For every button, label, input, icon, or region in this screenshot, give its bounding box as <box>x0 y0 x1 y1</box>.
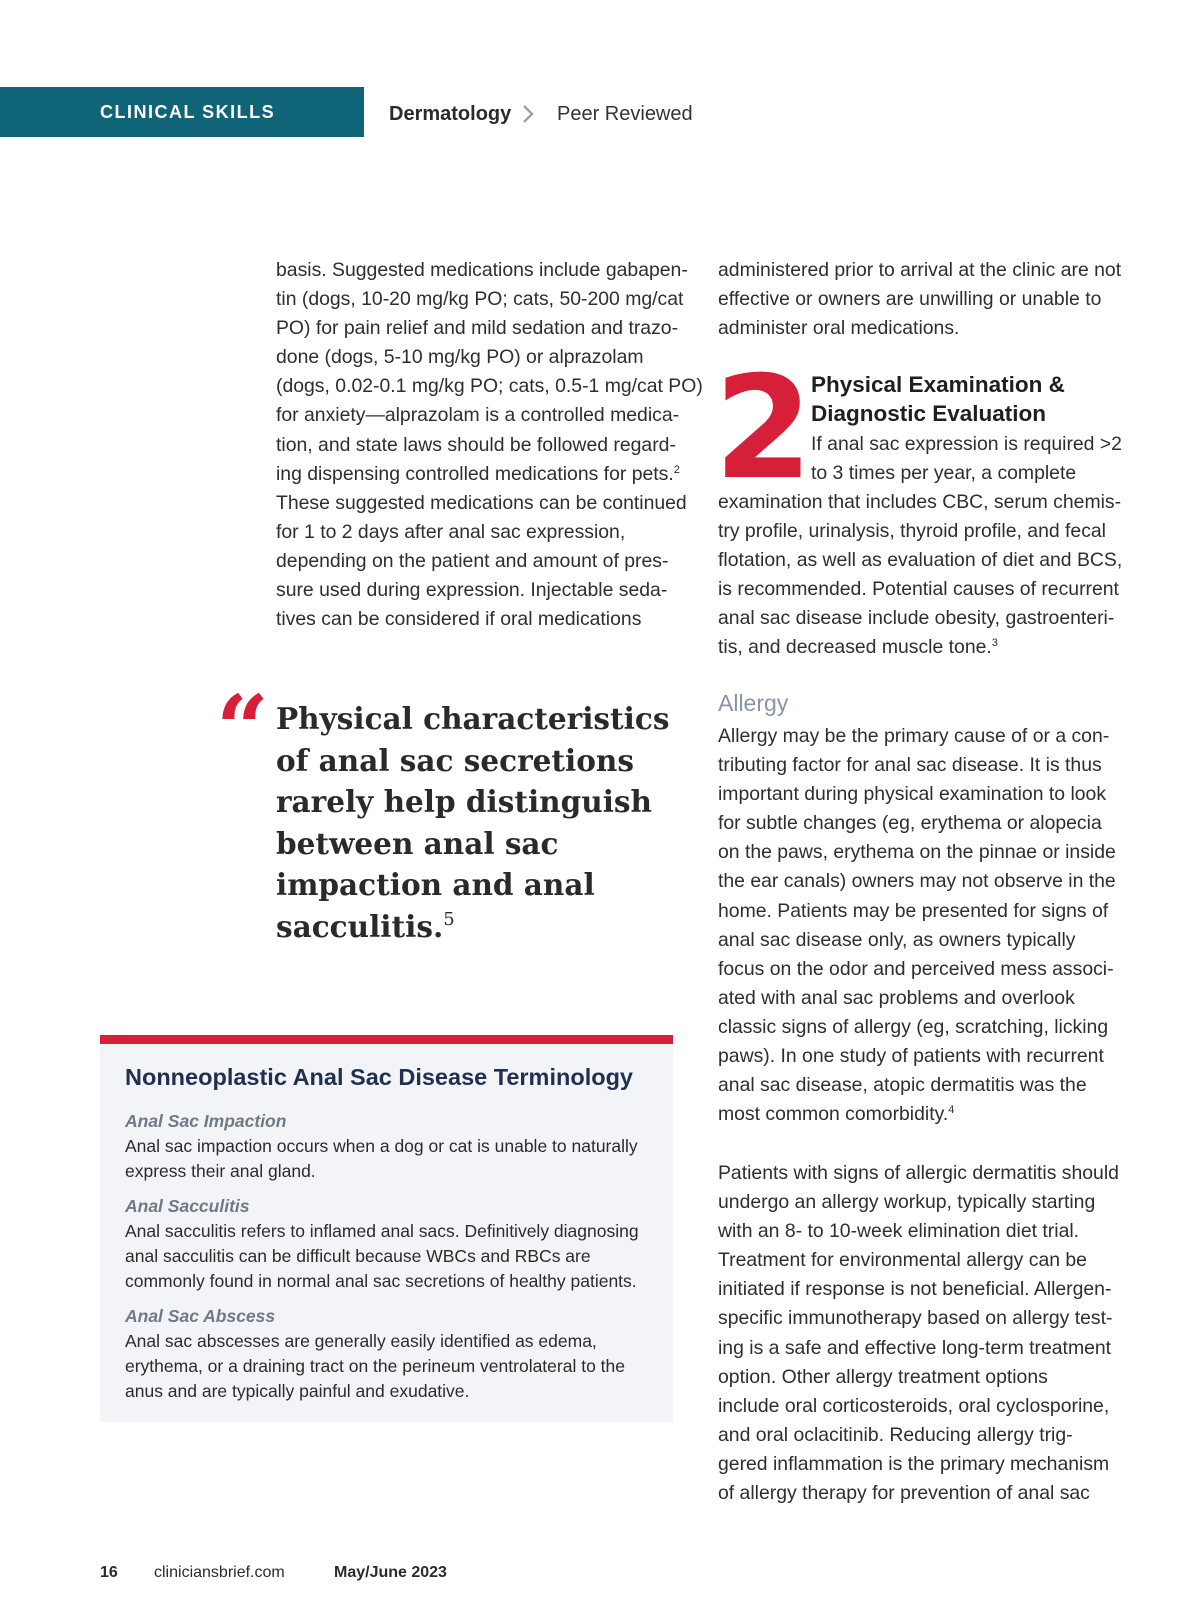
term-anal-sac-abscess <box>125 1304 665 1404</box>
text-line: paws). In one study of patients with recurrent <box>718 1045 1104 1068</box>
term-text-line: Anal sac abscesses are generally easily identified as edema, <box>125 1331 597 1351</box>
term-text-line: Anal sacculitis refers to inflamed anal sacs. Definitively diagnosing <box>125 1221 639 1241</box>
text-line: try profile, urinalysis, thyroid profile, and fecal <box>718 520 1106 543</box>
quote-line: sacculitis. <box>276 908 444 944</box>
text-line: undergo an allergy workup, typically starting <box>718 1191 1096 1214</box>
right-column-intro <box>718 256 1138 343</box>
section-label: CLINICAL SKILLS <box>100 101 276 122</box>
text-line: depending on the patient and amount of pres- <box>276 549 669 572</box>
site-link[interactable]: cliniciansbrief.com <box>154 1564 285 1581</box>
section-number: 2 <box>714 346 809 511</box>
term-text-line: commonly found in normal anal sac secretions of healthy patients. <box>125 1271 637 1291</box>
text-line: Patients with signs of allergic dermatitis should <box>718 1162 1119 1184</box>
text-line: effective or owners are unwilling or unable to <box>718 288 1102 311</box>
text-line: ated with anal sac problems and overlook <box>718 986 1075 1009</box>
issue-date: May/June 2023 <box>334 1564 447 1581</box>
quote-line: Physical characteristics <box>276 701 670 736</box>
text-line: the ear canals) owners may not observe in the <box>718 870 1116 893</box>
text-line: to 3 times per year, a complete <box>811 462 1077 485</box>
text-line: These suggested medications can be continued <box>276 491 687 514</box>
quote-mark-icon: “ <box>216 675 269 783</box>
text-line: for subtle changes (eg, erythema or alopecia <box>718 812 1102 835</box>
text-line: tis, and decreased muscle tone. <box>718 636 992 659</box>
treatment-text <box>718 1159 1138 1508</box>
text-line: flotation, as well as evaluation of diet and BCS, <box>718 549 1123 572</box>
term-label: Anal Sac Abscess <box>125 1306 276 1326</box>
text-line: for 1 to 2 days after anal sac expression, <box>276 520 626 543</box>
text-line: administered prior to arrival at the clinic are not <box>718 259 1122 281</box>
text-line: ing dispensing controlled medications for pets. <box>276 462 674 485</box>
term-text-line: anal sacculitis can be difficult because WBCs and RBCs are <box>125 1246 591 1266</box>
term-text-line: erythema, or a draining tract on the perineum ventrolateral to the <box>125 1356 625 1376</box>
term-label: Anal Sacculitis <box>125 1196 250 1216</box>
text-line-with-citation <box>718 1100 1138 1129</box>
terminology-box-title: Nonneoplastic Anal Sac Disease Terminology <box>125 1064 634 1090</box>
text-line: for anxiety—alprazolam is a controlled medica- <box>276 404 680 427</box>
citation-3: 3 <box>991 637 998 650</box>
heading-line: Diagnostic Evaluation <box>811 401 1047 426</box>
breadcrumb-peer-reviewed[interactable]: Peer Reviewed <box>557 103 693 125</box>
text-line: Allergy may be the primary cause of or a con- <box>718 725 1110 747</box>
text-line: PO) for pain relief and mild sedation and trazo- <box>276 317 679 340</box>
term-text-line: anus and are typically painful and exudative. <box>125 1381 470 1401</box>
text-line: home. Patients may be presented for signs of <box>718 899 1109 922</box>
text-line: of allergy therapy for prevention of anal sac <box>718 1482 1090 1505</box>
heading-line: Physical Examination & <box>811 372 1065 397</box>
text-line: anal sac disease only, as owners typically <box>718 928 1076 951</box>
text-line: basis. Suggested medications include gabapen- <box>276 259 688 281</box>
quote-line-with-citation <box>276 906 676 948</box>
box-accent-rule <box>100 1035 673 1044</box>
text-line: and oral oclacitinib. Reducing allergy trig- <box>718 1423 1073 1446</box>
text-line-with-citation <box>718 633 1138 662</box>
section-band <box>0 87 364 137</box>
term-anal-sac-impaction <box>125 1109 665 1184</box>
quote-line: between anal sac <box>276 825 559 861</box>
section-heading <box>811 370 1065 428</box>
quote-line: impaction and anal <box>276 867 595 903</box>
text-line: Treatment for environmental allergy can be <box>718 1249 1087 1272</box>
quote-line: rarely help distinguish <box>276 784 652 820</box>
term-text-line: Anal sac impaction occurs when a dog or cat is unable to naturally <box>125 1136 638 1156</box>
page-number: 16 <box>100 1564 118 1581</box>
text-line: anal sac disease, atopic dermatitis was the <box>718 1074 1087 1097</box>
text-line: (dogs, 0.02-0.1 mg/kg PO; cats, 0.5-1 mg/cat PO) <box>276 375 703 398</box>
breadcrumb-dermatology[interactable]: Dermatology <box>389 103 512 125</box>
text-line: tives can be considered if oral medications <box>276 608 642 631</box>
text-line: tributing factor for anal sac disease. It is thus <box>718 754 1102 777</box>
text-line: tion, and state laws should be followed regard- <box>276 433 676 456</box>
text-line: If anal sac expression is required >2 <box>811 433 1122 455</box>
pull-quote <box>276 698 676 948</box>
citation-5: 5 <box>443 908 455 930</box>
text-line: administer oral medications. <box>718 317 960 340</box>
citation-4: 4 <box>948 1104 955 1117</box>
term-label: Anal Sac Impaction <box>125 1111 287 1131</box>
text-line: anal sac disease include obesity, gastroenteri- <box>718 607 1115 630</box>
allergy-subhead: Allergy <box>718 690 789 716</box>
text-line: include oral corticosteroids, oral cyclosporine, <box>718 1394 1110 1417</box>
text-line: sure used during expression. Injectable seda- <box>276 579 668 602</box>
term-text-line: express their anal gland. <box>125 1161 316 1181</box>
text-line-with-citation <box>276 460 696 489</box>
text-line: on the paws, erythema on the pinnae or inside <box>718 841 1116 864</box>
chevron-right-icon <box>522 103 534 125</box>
text-line: examination that includes CBC, serum chemis- <box>718 491 1122 513</box>
text-line: specific immunotherapy based on allergy test- <box>718 1307 1113 1330</box>
quote-line: of anal sac secretions <box>276 742 634 778</box>
text-line: focus on the odor and perceived mess associ- <box>718 957 1114 980</box>
text-line: most common comorbidity. <box>718 1103 949 1126</box>
text-line: option. Other allergy treatment options <box>718 1365 1048 1388</box>
text-line: ing is a safe and effective long-term treatment <box>718 1336 1112 1359</box>
citation-2: 2 <box>673 463 680 476</box>
text-line: tin (dogs, 10-20 mg/kg PO; cats, 50-200 mg/cat <box>276 288 684 311</box>
left-column-text <box>276 256 703 634</box>
text-line: gered inflammation is the primary mechanism <box>718 1452 1110 1475</box>
text-line: important during physical examination to look <box>718 783 1107 806</box>
text-line: is recommended. Potential causes of recurrent <box>718 578 1119 601</box>
allergy-text <box>718 722 1138 1129</box>
text-line: with an 8- to 10-week elimination diet trial. <box>718 1220 1080 1243</box>
section-text-narrow <box>811 430 1141 488</box>
text-line: classic signs of allergy (eg, scratching, licking <box>718 1015 1109 1038</box>
term-anal-sacculitis <box>125 1194 665 1294</box>
section-text <box>718 488 1138 663</box>
text-line: done (dogs, 5-10 mg/kg PO) or alprazolam <box>276 346 644 369</box>
text-line: initiated if response is not beneficial. Allergen- <box>718 1278 1112 1301</box>
